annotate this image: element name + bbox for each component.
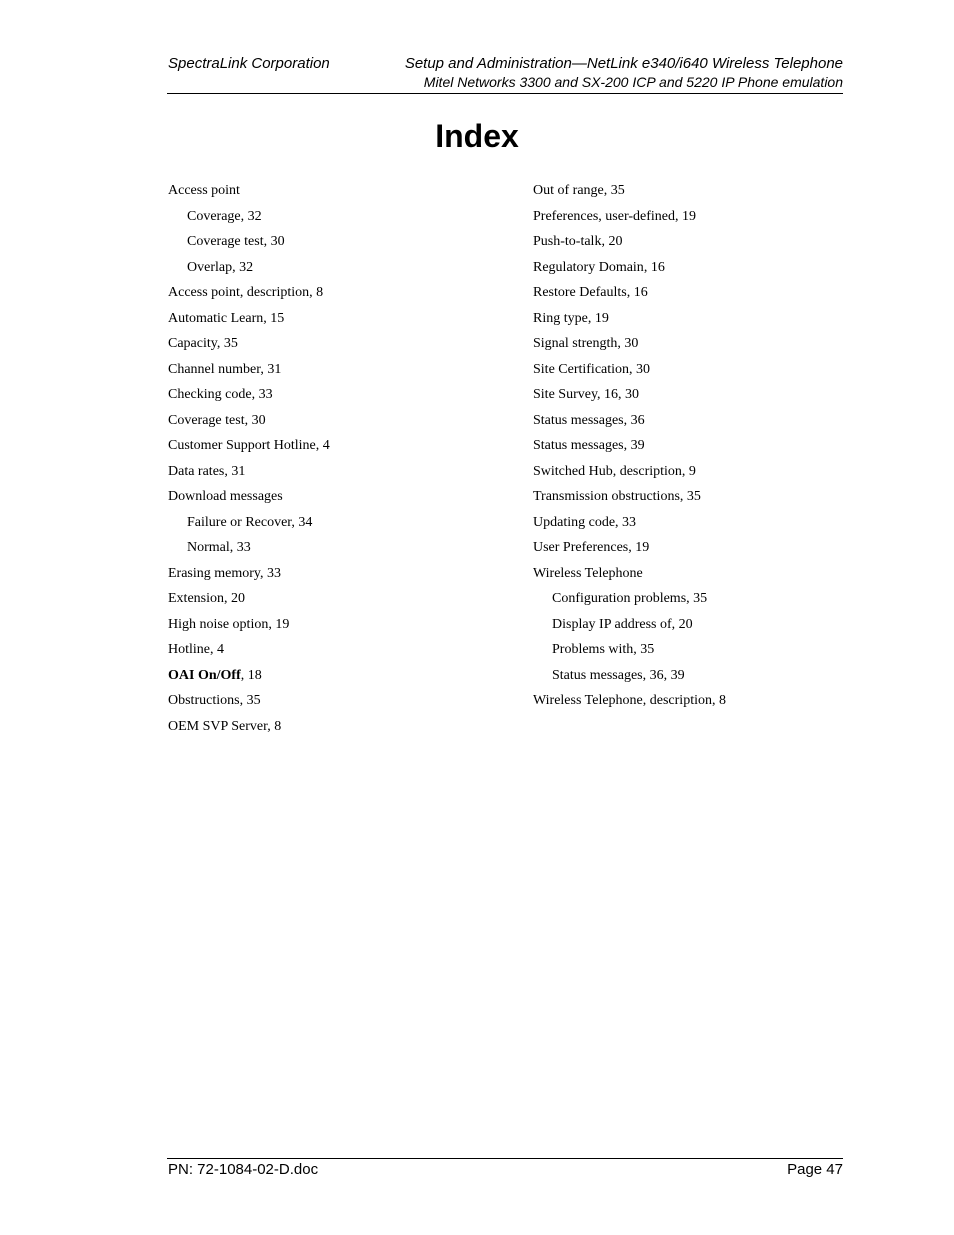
- index-pages: 16, 30: [604, 387, 640, 402]
- index-term: Coverage test: [168, 412, 245, 428]
- index-term: Normal: [187, 540, 230, 555]
- index-term: Restore Defaults: [533, 285, 627, 300]
- index-column-left: [168, 181, 498, 742]
- page-title: Index: [435, 118, 519, 154]
- index-term: Obstructions: [168, 693, 240, 708]
- index-entry: Updating code, 33: [533, 514, 637, 530]
- index-entry: Automatic Learn, 15: [168, 310, 285, 326]
- index-entry: Status messages, 39: [533, 438, 645, 453]
- index-term: Updating code: [533, 514, 616, 530]
- index-term: Regulatory Domain: [533, 259, 644, 275]
- index-pages: 31: [231, 463, 246, 479]
- index-entry: Switched Hub, description, 9: [533, 463, 696, 479]
- index-pages: 36: [630, 412, 645, 428]
- index-term: Status messages: [552, 667, 643, 683]
- index-pages: 16: [650, 259, 665, 275]
- index-term: Site Certification: [533, 361, 630, 377]
- page-header: [167, 55, 843, 94]
- index-pages: 30: [251, 412, 266, 428]
- index-term: Download messages: [168, 489, 283, 504]
- index-pages: 33: [258, 387, 273, 402]
- index-subentry: Coverage, 32: [187, 208, 262, 224]
- index-term: Failure or Recover: [187, 514, 292, 530]
- index-term: Customer Support Hotline: [168, 438, 316, 453]
- index-term: Out of range: [533, 183, 604, 198]
- index-entry: OEM SVP Server, 8: [168, 718, 282, 734]
- index-term: Transmission obstructions: [533, 489, 680, 504]
- index-entry: User Preferences, 19: [533, 540, 650, 555]
- header-subtitle: Mitel Networks 3300 and SX-200 ICP and 5220 IP Phone emulation: [423, 74, 843, 90]
- index-subentry: Overlap, 32: [187, 259, 254, 275]
- index-term: High noise option: [168, 616, 269, 632]
- index-entry: Restore Defaults, 16: [533, 285, 648, 300]
- index-subentry: Status messages, 36, 39: [552, 667, 685, 683]
- index-term: Configuration problems: [552, 591, 687, 606]
- index-entry: Status messages, 36: [533, 412, 645, 428]
- index-entry: Transmission obstructions, 35: [533, 489, 701, 504]
- index-pages: 35: [246, 693, 261, 708]
- index-pages: 35: [693, 591, 708, 606]
- index-term: Site Survey: [533, 387, 598, 402]
- index-entry: Out of range, 35: [533, 183, 625, 198]
- index-subentry: Normal, 33: [187, 540, 251, 555]
- index-pages: 19: [635, 540, 650, 555]
- index-term: Access point, description: [168, 285, 310, 300]
- index-term: Capacity: [168, 336, 217, 351]
- index-term: OEM SVP Server: [168, 718, 268, 734]
- header-company: SpectraLink Corporation: [168, 55, 330, 72]
- index-entry: Site Certification, 30: [533, 361, 651, 377]
- index-pages: 8: [274, 718, 282, 734]
- index-term: Access point: [168, 183, 240, 198]
- index-pages: 9: [688, 463, 696, 479]
- index-subentry: Configuration problems, 35: [552, 591, 708, 606]
- index-entry: [533, 564, 863, 590]
- index-pages: 20: [608, 234, 623, 249]
- index-entry: Capacity, 35: [168, 336, 238, 351]
- index-entry: Customer Support Hotline, 4: [168, 438, 330, 453]
- index-pages: 30: [624, 336, 639, 351]
- index-pages: 19: [275, 616, 290, 632]
- index-pages: 35: [686, 489, 701, 504]
- index-entry: Erasing memory, 33: [168, 565, 282, 581]
- index-pages: 33: [267, 565, 282, 581]
- index-term: Automatic Learn: [168, 310, 264, 326]
- index-term: Preferences, user-defined: [533, 208, 675, 224]
- index-term: Extension: [168, 591, 224, 606]
- index-pages: 4: [217, 642, 224, 657]
- index-term: Display IP address of: [552, 616, 672, 632]
- footer-part-number: PN: 72-1084-02-D.doc: [168, 1161, 319, 1178]
- index-pages: 34: [298, 514, 313, 530]
- index-entry: Ring type, 19: [533, 310, 609, 326]
- index-entry: OAI On/Off, 18: [168, 667, 262, 683]
- index-term: Erasing memory: [168, 565, 261, 581]
- index-entry: Coverage test, 30: [168, 412, 266, 428]
- index-pages: 20: [678, 616, 693, 632]
- index-entry: Checking code, 33: [168, 387, 273, 402]
- index-entry: [168, 181, 498, 207]
- index-term: Switched Hub, description: [533, 463, 682, 479]
- index-column-right: [533, 181, 863, 717]
- index-pages: 39: [630, 438, 645, 453]
- index-entry: Signal strength, 30: [533, 336, 639, 351]
- index-pages: 19: [594, 310, 609, 326]
- index-entry: High noise option, 19: [168, 616, 290, 632]
- index-subentry: Failure or Recover, 34: [187, 514, 313, 530]
- index-term: Problems with: [552, 642, 634, 657]
- index-term: Coverage: [187, 208, 241, 224]
- index-pages: 19: [681, 208, 696, 224]
- index-pages: 20: [231, 591, 245, 606]
- index-term: Wireless Telephone: [533, 565, 643, 581]
- index-term: Wireless Telephone, description: [533, 693, 712, 708]
- index-subentry: Problems with, 35: [552, 642, 655, 657]
- index-subentry: Display IP address of, 20: [552, 616, 693, 632]
- index-term: Checking code: [168, 387, 252, 402]
- index-entry: Push-to-talk, 20: [533, 234, 623, 249]
- index-term: Status messages: [533, 438, 624, 453]
- index-term: Data rates: [168, 463, 225, 479]
- index-entry: Data rates, 31: [168, 463, 246, 479]
- index-term: Overlap: [187, 259, 233, 275]
- index-pages: 31: [267, 361, 282, 377]
- index-pages: 30: [270, 234, 285, 249]
- index-pages: 16: [633, 285, 648, 300]
- index-term: Hotline: [168, 642, 210, 657]
- index-term: OAI On/Off: [168, 667, 241, 683]
- index-pages: 35: [223, 336, 238, 351]
- index-entry: Access point, description, 8: [168, 285, 324, 300]
- index-entry: Hotline, 4: [168, 642, 224, 657]
- index-pages: 36, 39: [649, 667, 685, 683]
- index-pages: 8: [316, 285, 324, 300]
- index-entry: Site Survey, 16, 30: [533, 387, 640, 402]
- index-pages: 4: [322, 438, 330, 453]
- index-entry: Preferences, user-defined, 19: [533, 208, 696, 224]
- index-subentry: Coverage test, 30: [187, 234, 285, 249]
- index-term: Signal strength: [533, 336, 618, 351]
- index-entry: Regulatory Domain, 16: [533, 259, 665, 275]
- index-pages: 33: [236, 540, 251, 555]
- index-pages: 8: [718, 693, 726, 708]
- index-pages: 35: [610, 183, 625, 198]
- index-entry: Extension, 20: [168, 591, 245, 606]
- index-pages: 32: [239, 259, 254, 275]
- page-footer: [167, 1158, 843, 1178]
- index-pages: 35: [640, 642, 655, 657]
- index-entry: Obstructions, 35: [168, 693, 261, 708]
- index-term: Channel number: [168, 361, 261, 377]
- index-term: Push-to-talk: [533, 234, 602, 249]
- index-pages: 30: [636, 361, 651, 377]
- index-term: Status messages: [533, 412, 624, 428]
- index-term: Coverage test: [187, 234, 264, 249]
- index-entry: [168, 487, 498, 513]
- footer-page-number: Page 47: [787, 1161, 843, 1178]
- index-entry: Wireless Telephone, description, 8: [533, 693, 726, 708]
- index-pages: 32: [247, 208, 262, 224]
- index-pages: 33: [622, 514, 637, 530]
- index-pages: 15: [270, 310, 285, 326]
- header-title: Setup and Administration—NetLink e340/i640 Wireless Telephone: [404, 55, 843, 72]
- index-term: User Preferences: [533, 540, 629, 555]
- index-pages: 18: [247, 667, 262, 683]
- index-entry: Channel number, 31: [168, 361, 282, 377]
- index-term: Ring type: [533, 310, 588, 326]
